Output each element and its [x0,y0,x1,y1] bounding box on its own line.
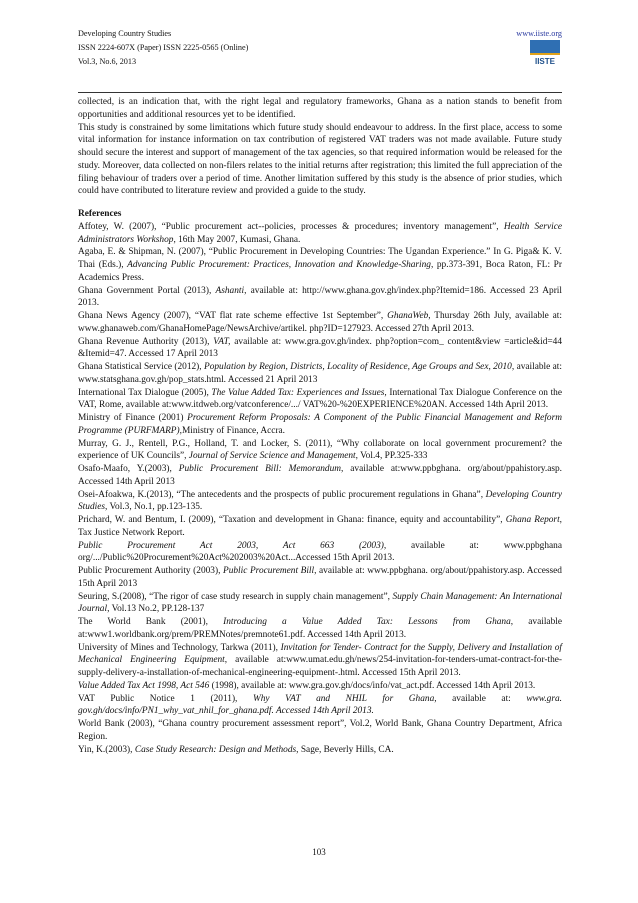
reference-details: , Vol.4, PP.325-333 [355,451,428,462]
reference-text: Osafo-Maafo, Y.(2003), [78,464,179,474]
page-number: 103 [312,847,326,857]
reference-text: Ghana Government Portal (2013), [78,285,216,296]
reference-text: Murray, G. J., Rentell, P.G., Holland, T. and Locker, S. (2011), “Why collaborate on local government procurement? the experience of UK Councils”, [78,438,562,462]
reference-details: (1998), available at: www.gra.gov.gh/docs/info/vat_act.pdf. Accessed 14th April 2013. [209,680,536,691]
reference-details: available at:www.ppbghana. org/about/ppahistory.asp. Accessed 14th April 2013 [78,464,562,487]
header-divider [78,92,562,93]
reference-item [78,680,562,693]
reference-details: , International Tax Dialogue Conference on the VAT, Rome, available at:www.itdweb.org/vatconference/.../ VAT%20-%20EXPERIENCE%20AN. Accessed 14th April 2013. [78,387,562,411]
reference-text: Public Procurement Authority (2003), [78,566,223,576]
reference-item [78,336,562,362]
reference-details: , Vol.3, No.1, pp.123-135. [105,502,203,513]
issn-line: ISSN 2224-607X (Paper) ISSN 2225-0565 (Online) [78,43,249,52]
reference-text: Ghana Statistical Service (2012), [78,362,204,372]
reference-text: Ghana Revenue Authority (2013), [78,336,214,347]
reference-details: , Thursday 26th July, available at: www.ghanaweb.com/GhanaHomePage/NewsArchive/artikel. php?ID=127923. Accessed 27th April 2013. [78,311,562,334]
reference-title: Why VAT and NHIL for Ghana, [252,693,437,704]
reference-title: Developing Country Studies [78,489,562,513]
reference-item [78,463,562,489]
reference-details: , 16th May 2007, Kumasi, Ghana. [173,234,301,245]
reference-title: Invitation for Tender- Contract for the Supply, Delivery and Installation of Mechanical Engineering Equipment [78,642,562,666]
reference-title: Public Procurement Bill: Memorandum, [178,464,344,474]
reference-details: , Vol.13 No.2, PP.128-137 [107,604,205,615]
journal-name: Developing Country Studies [78,29,172,38]
reference-title: Value Added Tax Act 1998, Act 546 [78,680,210,691]
reference-item [78,285,562,311]
reference-item [78,489,562,515]
volume-line: Vol.3, No.6, 2013 [78,57,137,66]
limitations-paragraph: This study is constrained by some limitations which future study should endeavour to address. In the first place, access to some vital information for instance information on tax contribution of registered VAT traders was not made available. Future study should secure the interest and support of management of the tax agencies, so that required information would be released for the study. Moreover, data collected on non-filers relates to the initial returns after registration; this limited the full appreciation of the filing behaviour of traders over a period of time. Another limitation suffered by this study is the absence of prior studies, which could have contributed to literature review and provided a guide to the study. [78,122,562,197]
reference-title: Advancing Public Procurement: Practices, Innovation and Knowledge-Sharing [127,260,431,270]
reference-text: Prichard, W. and Bentum, I. (2009), “Taxation and development in Ghana: finance, equity and accountability”, [78,515,506,525]
reference-text: Osei-Afoakwa, K.(2013), “The antecedents and the prospects of public procurement regulations in Ghana”, [78,489,486,500]
reference-title: Public Procurement Act 2003, Act 663 (2003), [78,540,387,551]
reference-text: Yin, K.(2003), [78,744,135,755]
reference-item [78,514,562,540]
reference-details: , Tax Justice Network Report. [78,515,563,538]
reference-item [78,221,562,247]
reference-title: Procurement Reform Proposals: A Component of the Public Financial Management and Reform Programme (PURFMARP), [78,413,562,436]
reference-item [78,744,562,757]
reference-text: Agaba, E. & Shipman, N. (2007), “Public Procurement in Developing Countries: The Ugandan Experience.” In G. Piga& K. V. Thai (Eds.), [78,247,562,270]
reference-details: , Sage, Beverly Hills, CA. [296,744,394,755]
reference-item [78,361,562,387]
reference-text: International Tax Dialogue (2005), [78,387,212,398]
reference-item [78,412,562,438]
reference-title: Health Service Administrators Workshop [78,221,562,245]
reference-text: Ministry of Finance (2001) [78,413,188,423]
reference-text: The World Bank (2001), [78,617,224,627]
reference-details: available at: www.gra.gov.gh/index. php?option=com_ content&view =article&id=44 &Itemid=47. Accessed 17 April 2013 [78,336,562,360]
reference-item [78,642,562,680]
intro-paragraph: collected, is an indication that, with the right legal and regulatory frameworks, Ghana as a nation stands to benefit from opportunities and additional resources yet to be identified. [78,97,562,120]
reference-title: Population by Region, Districts, Locality of Residence, Age Groups and Sex, 2010, [203,362,515,372]
reference-details: , available at: www.ppbghana. org/about/ppahistory.asp. Accessed 15th April 2013 [78,566,562,589]
reference-item [78,693,562,719]
reference-text: University of Mines and Technology, Tarkwa (2011), [78,642,281,653]
reference-title: Ashanti [215,285,245,296]
reference-title: Introducing a Value Added Tax: Lessons from Ghana [223,617,511,627]
reference-text: Seuring, S.(2008), “The rigor of case study research in supply chain management”, [78,591,393,602]
reference-title: Case Study Research: Design and Methods [134,744,297,755]
reference-item [78,310,562,336]
reference-title: Supply Chain Management: An International Journal [78,591,562,615]
reference-item [78,438,562,464]
logo-text: IISTE [534,57,556,66]
reference-item [78,387,562,413]
reference-details: available at: www.statsghana.gov.gh/pop_stats.html. Accessed 21 April 2013 [78,362,562,385]
reference-details: available at: www.ppbghana org/.../Public%20Procurement%20Act%202003%20Act...Accessed 15th April 2013. [78,540,562,564]
reference-title: VAT, [213,336,231,347]
reference-details: , available at:www.umat.edu.gh/news/254-invitation-for-tenders-umat-contract-for-the-supply-delivery-a-installation-of-mechanical-engineering-equipment-.html. Accessed 15th April 2013. [78,655,563,678]
article-body [78,96,562,756]
journal-url-link[interactable]: www.iiste.org [516,29,562,38]
reference-item [78,246,562,284]
reference-text: Affotey, W. (2007), “Public procurement act--policies, processes & procedures; inventory management”, [78,221,504,232]
reference-text: VAT Public Notice 1 (2011), [78,693,253,704]
reference-item [78,591,562,617]
reference-title: Ghana Report [505,515,560,525]
reference-item [78,718,562,744]
iiste-logo-icon [528,38,562,66]
reference-details: , pp.373-391, Boca Raton, FL: Pr Academics Press. [78,260,562,283]
reference-title: Journal of Service Science and Management [188,451,356,462]
reference-details: available at: [436,693,527,704]
reference-title: GhanaWeb [387,311,429,321]
page-header [78,27,562,83]
reference-list [78,221,562,757]
reference-details: Ministry of Finance, Accra. [181,425,285,436]
reference-title: The Value Added Tax: Experiences and Issues [211,387,385,398]
reference-text: World Bank (2003), “Ghana country procurement assessment report”, Vol.2, World Bank, Ghana Country Department, Africa Region. [78,719,562,742]
reference-item [78,616,562,642]
references-heading: References [78,209,122,219]
reference-title: Public Procurement Bill [222,566,315,576]
reference-text: Ghana News Agency (2007), “VAT flat rate scheme effective 1st September”, [78,311,388,321]
reference-details: , available at:www1.worldbank.org/prem/PREMNotes/premnote61.pdf. Accessed 14th April 2013. [78,617,562,640]
reference-item [78,540,562,566]
reference-url: www.gra. gov.gh/docs/info/PN1_why_vat_nhil_for_ghana.pdf. Accessed 14th April 2013. [78,693,562,717]
reference-item [78,565,562,591]
reference-details: , available at: http://www.ghana.gov.gh/index.php?Itemid=186. Accessed 23 April 2013. [78,285,562,309]
